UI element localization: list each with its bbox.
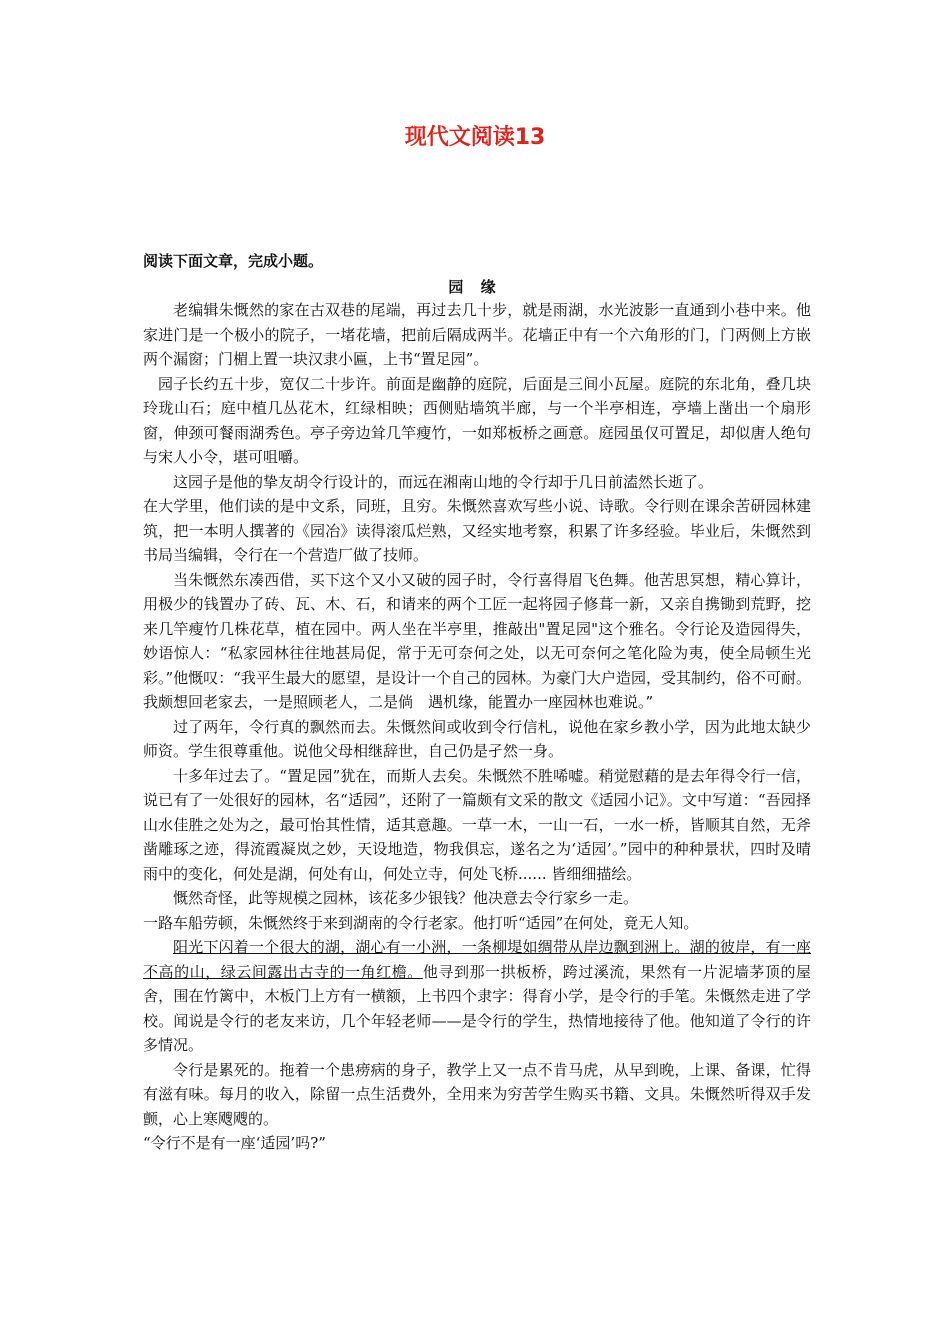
paragraph: 十多年过去了。“置足园”犹在，而斯人去矣。朱慨然不胜唏嘘。稍觉慰藉的是去年得令行一信，说已有了一处很好的园林，名“适园”，还附了一篇颇有文采的散文《适园小记》。文中写道：“吾园择山水佳胜之处为之，最可怡其性情，适其意趣。一草一木，一山一石，一水一桥，皆顺其自然，无斧凿雕琢之迹，得流霞凝岚之妙，天设地造，物我俱忘，遂名之为‘适园’。”园中的种种景状，四时及晴雨中的变化，何处是湖，何处有山，何处立寺，何处飞桥...... 皆细细描绘。 (143, 766, 811, 883)
paragraph: 当朱慨然东凑西借，买下这个又小又破的园子时，令行喜得眉飞色舞。他苦思冥想，精心算计，用极少的钱置办了砖、瓦、木、石，和请来的两个工匠一起将园子修葺一新，又亲自携锄到荒野，挖来几竿瘦竹几株花草，植在园中。两人坐在半亭里，推敲出"置足园"这个雅名。令行论及造园得失，妙语惊人：“私家园林往往地甚局促，常于无可奈何之处，以无可奈何之笔化险为夷，使全局顿生光彩。”他慨叹：“我平生最大的愿望，是设计一个自己的园林。为豪门大户造园，受其制约，俗不可耐。我颇想回老家去，一是照顾老人，二是倘 遇机缘，能置办一座园林也难说。” (143, 570, 811, 711)
paragraph-continuation: 他寻到那一拱板桥，跨过溪流，果然有一片泥墙茅顶的屋舍，围在竹篱中，木板门上方有一横额，上书四个隶字：得育小学，是令行的手笔。朱慨然走进了学校。闻说是令行的老友来访，几个年轻老师——是令行的学生，热情地接待了他。他知道了令行的许多情况。 (143, 962, 811, 1054)
paragraph: 一路车船劳顿，朱慨然终于来到湖南的令行老家。他打听“适园”在何处，竟无人知。 (143, 913, 699, 932)
instruction-text: 阅读下面文章，完成小题。 (143, 252, 324, 270)
essay-title: 园 缘 (448, 278, 502, 296)
paragraph: 令行是累死的。拖着一个患痨病的身子，教学上又一点不肯马虎，从早到晚，上课、备课，忙得有滋有味。每月的收入，除留一点生活费外，全用来为穷苦学生购买书籍、文具。朱慨然听得双手发颤，心上寒飕飕的。 (143, 1060, 811, 1128)
paragraph: 园子长约五十步，宽仅二十步许。前面是幽静的庭院，后面是三间小瓦屋。庭院的东北角，叠几块玲珑山石；庭中植几丛花木，红绿相映；西侧贴墙筑半廊，与一个半亭相连，亭墙上凿出一个扇形窗，伸颈可餐雨湖秀色。亭子旁边耸几竿瘦竹，一如郑板桥之画意。庭园虽仅可置足，却似唐人绝句与宋人小令，堪可咀嚼。 (143, 374, 811, 466)
page-title: 现代文阅读13 (404, 125, 546, 150)
paragraph: 这园子是他的挚友胡令行设计的，而远在湘南山地的令行却于几日前溘然长逝了。 (173, 472, 714, 491)
paragraph: 过了两年，令行真的飘然而去。朱慨然间或收到令行信札，说他在家乡教小学，因为此地太缺少师资。学生很尊重他。说他父母相继辞世，自己仍是孑然一身。 (143, 717, 811, 760)
essay-body (143, 298, 811, 1156)
paragraph: 老编辑朱慨然的家在古双巷的尾端，再过去几十步，就是雨湖，水光波影一直通到小巷中来。他家进门是一个极小的院子，一堵花墙，把前后隔成两半。花墙正中有一个六角形的门，门两侧上方嵌两个漏窗；门楣上置一块汉隶小匾，上书“置足园”。 (143, 301, 811, 368)
paragraph: “令行不是有一座‘适园’吗?” (143, 1134, 326, 1152)
underlined-passage: 阳光下闪着一个很大的湖，湖心有一小洲，一条柳堤如绸带从岸边飘到洲上。湖的彼岸，有一座不高的山，绿云间露出古寺的一角红檐。 (143, 938, 811, 981)
paragraph: 慨然奇怪，此等规模之园林，该花多少银钱？他决意去令行家乡一走。 (173, 889, 639, 907)
paragraph: 在大学里，他们读的是中文系，同班，且穷。朱慨然喜欢写些小说、诗歌。令行则在课余苦研园林建筑，把一本明人撰著的《园冶》读得滚瓜烂熟，又经实地考察，积累了许多经验。毕业后，朱慨然到书局当编辑，令行在一个营造厂做了技师。 (143, 497, 811, 564)
paragraph-underlined (143, 935, 811, 1058)
